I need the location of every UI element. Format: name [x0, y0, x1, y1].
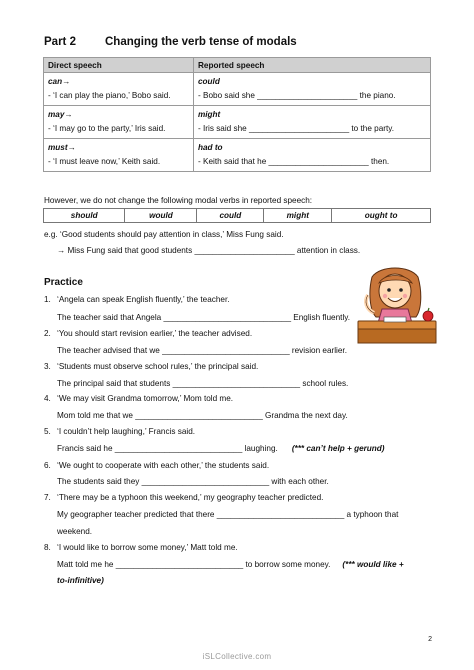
table-header-row [44, 58, 431, 73]
reported-example: - Keith said that he ______________________ then. [198, 157, 390, 166]
modal-should: should [44, 209, 125, 223]
direct-example: - ‘I must leave now,’ Keith said. [48, 157, 161, 166]
part-label: Part 2 [44, 36, 76, 48]
table-row [44, 73, 431, 106]
practice-number: 1. [44, 295, 51, 304]
practice-question: ‘We ought to cooperate with each other,’ the students said. [57, 461, 270, 470]
practice-question: ‘I would like to borrow some money,’ Matt told me. [57, 543, 238, 552]
direct-cell [44, 73, 194, 106]
header-direct-speech: Direct speech [44, 58, 194, 73]
arrow-right-icon: → [64, 110, 73, 119]
practice-answer-line: Mom told me that we ____________________________ Grandma the next day. [57, 411, 348, 420]
reported-modal: could [198, 77, 220, 86]
header-reported-speech: Reported speech [194, 58, 431, 73]
practice-answer-continued: weekend. [57, 527, 93, 536]
grammar-note: (*** can’t help + gerund) [291, 444, 385, 453]
direct-cell [44, 139, 194, 172]
practice-answer-line: My geographer teacher predicted that there ____________________________ a typhoon that [57, 510, 399, 519]
reported-cell [194, 139, 431, 172]
practice-number: 4. [44, 394, 51, 403]
direct-example: - ‘I can play the piano,’ Bobo said. [48, 91, 171, 100]
practice-answer-text: Matt told me he ____________________________ to borrow some money. [57, 560, 331, 569]
page-number: 2 [428, 636, 432, 643]
example-reported [57, 246, 360, 255]
unchanged-modals-table [43, 208, 431, 223]
reported-cell [194, 106, 431, 139]
practice-number: 7. [44, 493, 51, 502]
practice-question: ‘Students must observe school rules,’ the principal said. [57, 362, 259, 371]
reported-example: - Bobo said she ______________________ the piano. [198, 91, 396, 100]
practice-number: 5. [44, 427, 51, 436]
arrow-right-icon: → [67, 143, 76, 152]
modal-might: might [264, 209, 332, 223]
page-title: Changing the verb tense of modals [105, 36, 297, 48]
example-reported-text: Miss Fung said that good students ______________________ attention in class. [67, 246, 361, 255]
reported-example: - Iris said she ______________________ to the party. [198, 124, 395, 133]
practice-question: ‘You should start revision earlier,’ the teacher advised. [57, 329, 253, 338]
practice-answer-line: The teacher advised that we ____________________________ revision earlier. [57, 346, 347, 355]
arrow-right-icon: → [57, 246, 68, 255]
practice-number: 3. [44, 362, 51, 371]
grammar-note-continued: to-infinitive) [57, 576, 104, 585]
table-row [44, 139, 431, 172]
modal-ought-to: ought to [332, 209, 431, 223]
practice-number: 6. [44, 461, 51, 470]
arrow-right-icon: → [62, 77, 71, 86]
table-row [44, 106, 431, 139]
practice-answer-text: Francis said he ____________________________ laughing. [57, 444, 278, 453]
direct-modal: can [48, 77, 63, 86]
practice-heading: Practice [44, 277, 83, 288]
modal-tense-table [43, 57, 431, 172]
practice-answer-line [57, 444, 385, 453]
reported-cell [194, 73, 431, 106]
practice-number: 2. [44, 329, 51, 338]
practice-number: 8. [44, 543, 51, 552]
reported-modal: had to [198, 143, 223, 152]
however-note: However, we do not change the following modal verbs in reported speech: [44, 196, 313, 205]
practice-answer-line: The students said they ____________________________ with each other. [57, 477, 329, 486]
reported-modal: might [198, 110, 221, 119]
practice-answer-line [57, 560, 404, 569]
direct-modal: must [48, 143, 68, 152]
site-watermark: iSLCollective.com [202, 652, 272, 661]
modal-would: would [125, 209, 197, 223]
direct-example: - ‘I may go to the party,’ Iris said. [48, 124, 166, 133]
practice-question: ‘We may visit Grandma tomorrow,’ Mom told me. [57, 394, 234, 403]
practice-answer-line: The teacher said that Angela ____________________________ English fluently. [57, 313, 351, 322]
direct-modal: may [48, 110, 65, 119]
example-direct: e.g. ‘Good students should pay attention in class,’ Miss Fung said. [44, 230, 284, 239]
direct-cell [44, 106, 194, 139]
practice-question: ‘I couldn’t help laughing,’ Francis said. [57, 427, 196, 436]
practice-question: ‘There may be a typhoon this weekend,’ my geography teacher predicted. [57, 493, 324, 502]
grammar-note: (*** would like + [342, 560, 404, 569]
modal-could: could [197, 209, 264, 223]
practice-answer-line: The principal said that students ____________________________ school rules. [57, 379, 349, 388]
teacher-girl-illustration [354, 265, 440, 345]
practice-question: ‘Angela can speak English fluently,’ the teacher. [57, 295, 230, 304]
